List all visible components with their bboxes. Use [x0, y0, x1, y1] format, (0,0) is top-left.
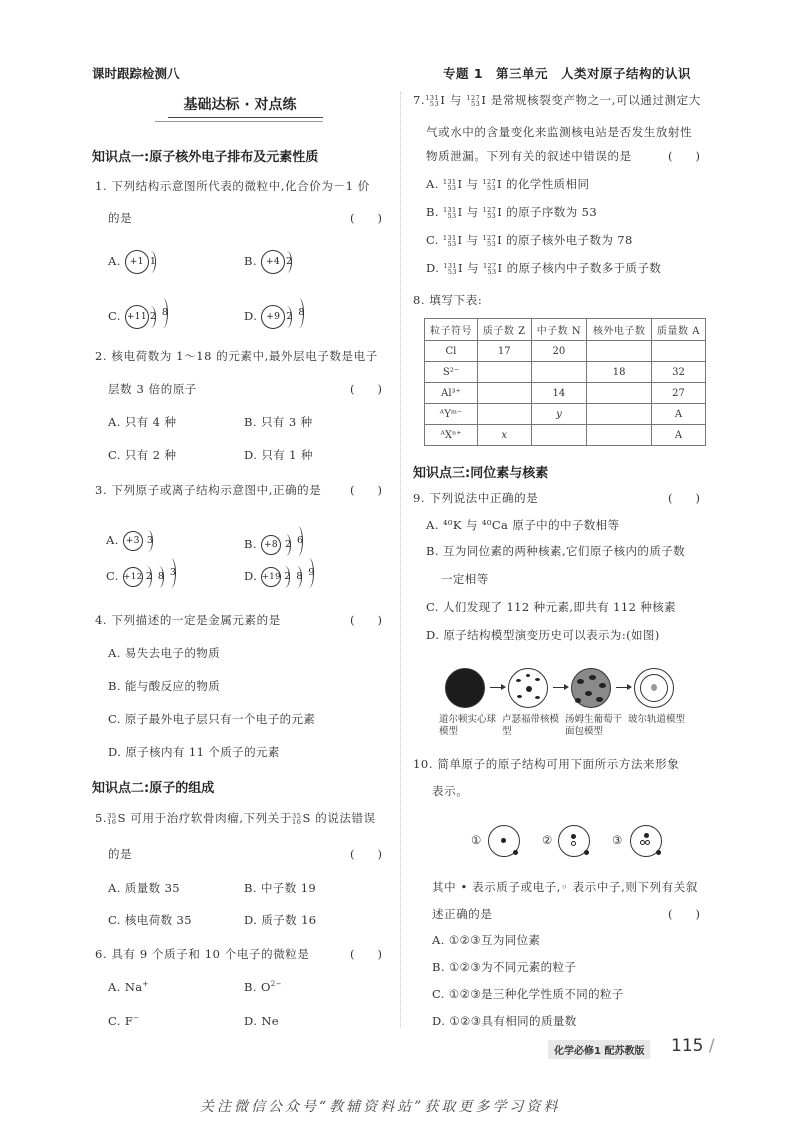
q7-text-2: 气或水中的含量变化来监测核电站是否发生放射性	[426, 125, 693, 139]
atom-label-1: ①	[471, 833, 482, 847]
q4-answer-blank[interactable]: ( )	[350, 613, 382, 627]
q8-table	[424, 318, 706, 446]
q1-answer-blank[interactable]: ( )	[350, 211, 382, 225]
table-cell: A	[652, 425, 706, 446]
section-title-3: 知识点三:同位素与核素	[413, 466, 549, 481]
q1-option-d[interactable]: D. +9 2 8	[244, 302, 310, 332]
q3-option-c[interactable]: C. +12 2 8 3	[106, 562, 182, 592]
q2-option-b[interactable]: B. 只有 3 种	[244, 415, 313, 429]
table-cell: x	[477, 425, 531, 446]
q10-option-a[interactable]: A. ①②③互为同位素	[432, 933, 541, 947]
q2-text-2: 层数 3 倍的原子	[108, 382, 198, 396]
q10-text-4: 述正确的是	[432, 907, 493, 921]
q6-answer-blank[interactable]: ( )	[350, 947, 382, 961]
atom-diagram: +8 2 6	[261, 530, 309, 560]
q2-option-a[interactable]: A. 只有 4 种	[108, 415, 177, 429]
column-divider	[400, 92, 401, 1027]
table-cell: 18	[587, 362, 652, 383]
atom-label-3: ③	[612, 833, 623, 847]
q10-text-2: 表示。	[432, 784, 469, 798]
q2-text: 2. 核电荷数为 1～18 的元素中,最外层电子数是电子	[95, 349, 378, 363]
q4-option-d[interactable]: D. 原子核内有 11 个质子的元素	[108, 745, 280, 759]
plum-pudding-icon	[571, 668, 611, 708]
header-right: 专题 1 第三单元 人类对原子结构的认识	[443, 66, 692, 81]
table-row	[425, 341, 706, 362]
table-cell-blank[interactable]	[652, 341, 706, 362]
tritium-atom-icon	[630, 825, 662, 857]
q5-answer-blank[interactable]: ( )	[350, 847, 382, 861]
table-header: 粒子符号	[425, 319, 478, 341]
q1-text: 1. 下列结构示意图所代表的微粒中,化合价为－1 价	[95, 179, 370, 193]
table-header: 质量数 A	[652, 319, 706, 341]
table-cell-blank[interactable]	[587, 341, 652, 362]
table-header: 质子数 Z	[477, 319, 531, 341]
bohr-model-figure: 玻尔轨道模型	[634, 668, 674, 708]
q7-option-a[interactable]: A. 131 53 I 与 127 53 I 的化学性质相同	[426, 177, 590, 192]
table-header: 核外电子数	[587, 319, 652, 341]
q10-option-b[interactable]: B. ①②③为不同元素的粒子	[432, 960, 577, 974]
q3-option-d[interactable]: D. +19 2 8 9	[244, 562, 320, 592]
q4-option-b[interactable]: B. 能与酸反应的物质	[108, 679, 221, 693]
q4-option-a[interactable]: A. 易失去电子的物质	[108, 646, 221, 660]
q9-option-b-cont: 一定相等	[441, 572, 489, 586]
table-row	[425, 362, 706, 383]
promo-note: 关注微信公众号“教辅资料站”获取更多学习资料	[200, 1099, 561, 1115]
section-title-2: 知识点二:原子的组成	[92, 781, 215, 796]
atom-diagram: +3 3	[123, 530, 158, 552]
q6-option-d[interactable]: D. Ne	[244, 1014, 279, 1028]
q5-option-b[interactable]: B. 中子数 19	[244, 881, 317, 895]
q2-option-c[interactable]: C. 只有 2 种	[108, 448, 177, 462]
q6-option-a[interactable]: A. Na+	[108, 980, 149, 994]
q3-text: 3. 下列原子或离子结构示意图中,正确的是	[95, 483, 322, 497]
q3-option-b[interactable]: B. +8 2 6	[244, 530, 309, 560]
table-cell: 27	[652, 383, 706, 404]
banner-title: 基础达标 · 对点练	[183, 97, 297, 113]
q3-answer-blank[interactable]: ( )	[350, 483, 382, 497]
header-left: 课时跟踪检测八	[92, 66, 180, 81]
table-cell: Al³⁺	[425, 383, 478, 404]
atom-diagram: +1 1	[125, 250, 161, 274]
table-row	[425, 404, 706, 425]
table-cell: 20	[531, 341, 587, 362]
q9-option-a[interactable]: A. ⁴⁰K 与 ⁴⁰Ca 原子中的中子数相等	[426, 518, 620, 532]
table-cell: A	[652, 404, 706, 425]
q10-option-c[interactable]: C. ①②③是三种化学性质不同的粒子	[432, 987, 624, 1001]
q7-option-b[interactable]: B. 131 53 I 与 127 53 I 的原子序数为 53	[426, 205, 598, 220]
arrow-right-icon	[553, 687, 567, 688]
solid-sphere-icon	[445, 668, 485, 708]
q9-answer-blank[interactable]: ( )	[668, 491, 700, 505]
deuterium-atom-icon	[558, 825, 590, 857]
table-cell-blank[interactable]	[531, 425, 587, 446]
q8-text: 8. 填写下表:	[413, 293, 483, 307]
q7-answer-blank[interactable]: ( )	[668, 149, 700, 163]
atom-diagram: +19 2 8 9	[261, 562, 320, 592]
table-cell-blank[interactable]	[587, 425, 652, 446]
q9-option-c[interactable]: C. 人们发现了 112 种元素,即共有 112 种核素	[426, 600, 677, 614]
q6-text: 6. 具有 9 个质子和 10 个电子的微粒是	[95, 947, 310, 961]
rutherford-model-figure: 卢瑟福带核模型	[508, 668, 548, 708]
q9-option-b[interactable]: B. 互为同位素的两种核素,它们原子核内的质子数	[426, 544, 686, 558]
q10-answer-blank[interactable]: ( )	[668, 907, 700, 921]
q4-option-c[interactable]: C. 原子最外电子层只有一个电子的元素	[108, 712, 316, 726]
book-label: 化学必修1 配苏教版	[548, 1040, 650, 1059]
q10-option-d[interactable]: D. ①②③具有相同的质量数	[432, 1014, 577, 1028]
dalton-model-figure: 道尔顿实心球模型	[445, 668, 485, 708]
q5-text-2: 的是	[108, 847, 133, 861]
table-cell: Cl	[425, 341, 478, 362]
thomson-model-figure: 汤姆生葡萄干面包模型	[571, 668, 611, 708]
banner-rule-under	[155, 121, 323, 122]
orbit-model-icon	[634, 668, 674, 708]
table-cell-blank[interactable]	[477, 383, 531, 404]
q1-option-b[interactable]: B. +4 2	[244, 250, 297, 274]
q3-option-a[interactable]: A. +3 3	[106, 530, 158, 552]
table-row	[425, 383, 706, 404]
table-cell: ᴬXⁿ⁺	[425, 425, 478, 446]
q7-option-d[interactable]: D. 131 53 I 与 127 53 I 的原子核内中子数多于质子数	[426, 261, 662, 276]
table-cell: S²⁻	[425, 362, 478, 383]
table-cell-blank[interactable]	[477, 362, 531, 383]
q5-option-a[interactable]: A. 质量数 35	[108, 881, 181, 895]
q5-text: 5. 35 16 S 可用于治疗软骨肉瘤,下列关于 35 16 S 的说法错误	[95, 811, 376, 826]
section-title-1: 知识点一:原子核外电子排布及元素性质	[92, 150, 319, 165]
q6-option-b[interactable]: B. $O^{2-}$	[244, 980, 282, 994]
table-header: 中子数 N	[531, 319, 587, 341]
arrow-right-icon	[616, 687, 630, 688]
atom-diagram: +12 2 8 3	[123, 562, 182, 592]
nuclear-model-icon	[508, 668, 548, 708]
table-row	[425, 425, 706, 446]
table-cell-blank[interactable]	[587, 404, 652, 425]
q10-text-3: 其中 • 表示质子或电子,◦ 表示中子,则下列有关叙	[432, 880, 698, 894]
table-cell: 32	[652, 362, 706, 383]
table-cell-blank[interactable]	[587, 383, 652, 404]
q2-option-d[interactable]: D. 只有 1 种	[244, 448, 313, 462]
q9-text: 9. 下列说法中正确的是	[413, 491, 539, 505]
atom-diagram: +4 2	[261, 250, 297, 274]
q6-option-c[interactable]: C. F−	[108, 1014, 140, 1028]
q7-text-3: 物质泄漏。下列有关的叙述中错误的是	[426, 149, 632, 163]
q2-answer-blank[interactable]: ( )	[350, 382, 382, 396]
q7-option-c[interactable]: C. 131 53 I 与 127 53 I 的原子核外电子数为 78	[426, 233, 633, 248]
q9-option-d[interactable]: D. 原子结构模型演变历史可以表示为:(如图)	[426, 628, 660, 642]
q7-text: 7. 131 53 I 与 127 53 I 是常规核裂变产物之一,可以通过测定大	[413, 93, 701, 108]
atom-diagram: +11 2 8	[125, 302, 174, 332]
table-cell: 17	[477, 341, 531, 362]
atom-diagram: +9 2 8	[261, 302, 310, 332]
q1-option-a[interactable]: A. +1 1	[108, 250, 161, 274]
q10-text: 10. 简单原子的原子结构可用下面所示方法来形象	[413, 757, 680, 771]
page-number: 115 /	[671, 1036, 715, 1056]
table-cell: 14	[531, 383, 587, 404]
q5-option-c[interactable]: C. 核电荷数 35	[108, 913, 192, 927]
hydrogen-atom-icon	[488, 825, 520, 857]
table-cell: ᴬYᵐ⁻	[425, 404, 478, 425]
atom-label-2: ②	[542, 833, 553, 847]
arrow-right-icon	[490, 687, 504, 688]
table-header-row	[425, 319, 706, 341]
banner-rule	[168, 117, 323, 118]
q1-text-2: 的是	[108, 211, 133, 225]
table-cell-blank[interactable]	[531, 362, 587, 383]
table-cell: y	[531, 404, 587, 425]
q5-option-d[interactable]: D. 质子数 16	[244, 913, 317, 927]
table-cell-blank[interactable]	[477, 404, 531, 425]
q4-text: 4. 下列描述的一定是金属元素的是	[95, 613, 281, 627]
q1-option-c[interactable]: C. +11 2 8	[108, 302, 174, 332]
